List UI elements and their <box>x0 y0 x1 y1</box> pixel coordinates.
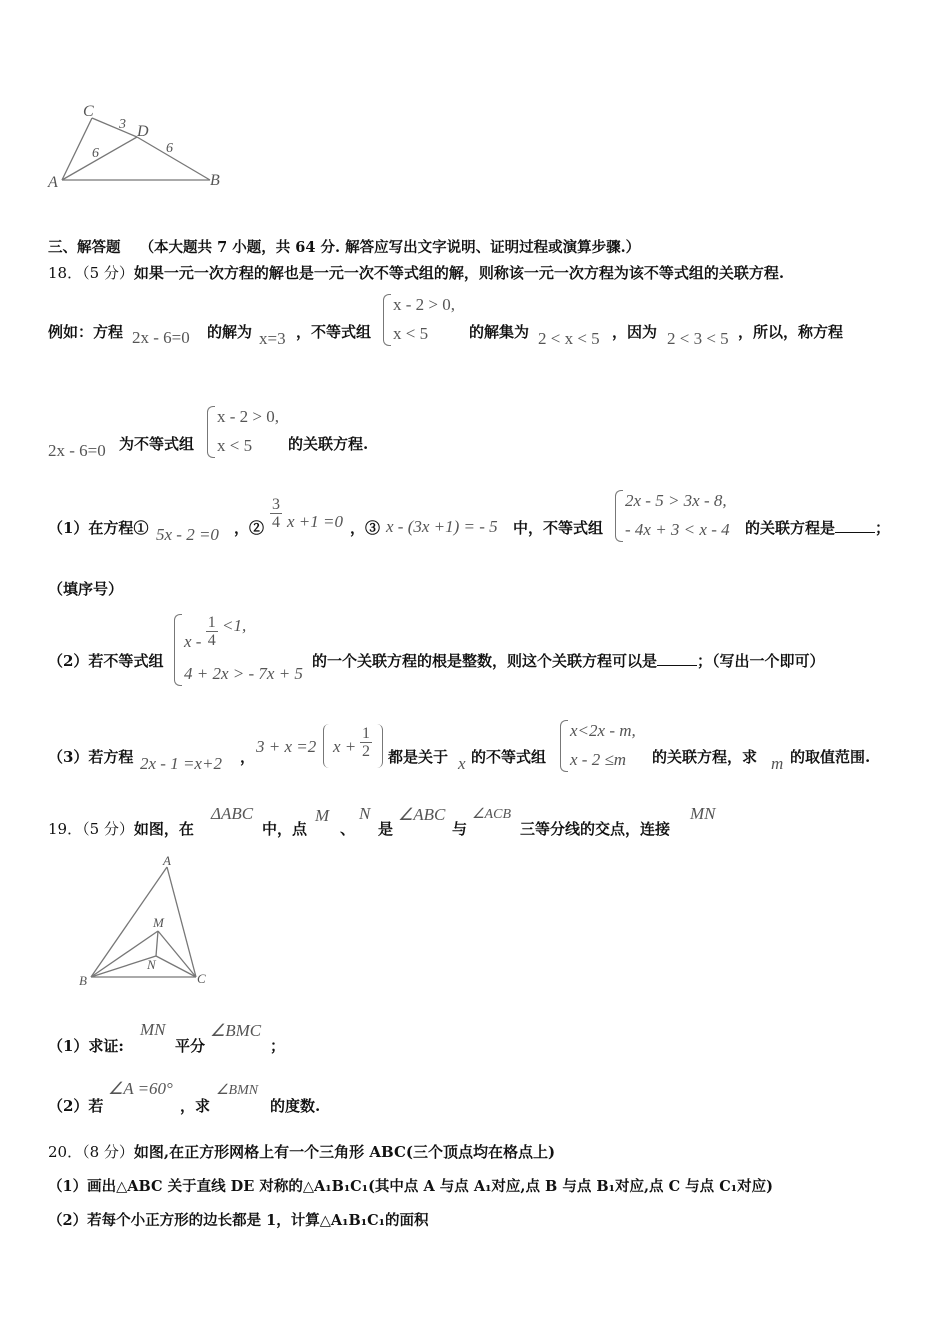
q18-p3-text1: 都是关于 <box>388 748 449 766</box>
triangle-figure-q19 <box>75 855 225 990</box>
q18-p3-var-x: x <box>458 754 466 773</box>
q19-angle-acb: ∠ACB <box>472 807 511 822</box>
seg-cd <box>92 118 137 137</box>
denominator: 4 <box>207 632 216 649</box>
fraction-1-2 <box>360 725 372 760</box>
q18-p3-paren-open <box>323 724 330 768</box>
system-line-1: x - 2 > 0, <box>217 407 279 426</box>
q18-p3-system <box>560 718 660 774</box>
q19-t2: 中，点 <box>262 820 308 838</box>
q18-p2-text <box>312 650 825 671</box>
q18-p1-mid: 中，不等式组 <box>513 519 604 537</box>
q19-mn: MN <box>690 804 716 823</box>
q18-p3-text4: 的取值范围. <box>790 748 871 766</box>
q18-p1-fill-hint: （填序号） <box>48 580 124 598</box>
q18-p3-eq1: 2x - 1 =x+2 <box>140 754 222 773</box>
system-line-1: x<2x - m, <box>570 721 636 740</box>
numerator: 3 <box>272 496 280 513</box>
q18-p2-semicolon: ；（写出一个即可） <box>697 652 825 670</box>
q19-angle-abc: ∠ABC <box>398 805 446 824</box>
numerator: 1 <box>207 614 216 631</box>
label-c: C <box>197 971 206 986</box>
numerator: 1 <box>362 725 370 742</box>
label-a: A <box>163 855 171 868</box>
q18-text-because: ，因为 <box>612 323 658 341</box>
q19-triangle: ΔABC <box>211 804 254 823</box>
q19-header <box>48 818 194 839</box>
label-m: M <box>153 915 164 930</box>
q19-point-n: N <box>359 804 371 823</box>
q18-p1-eq2-tail: x +1 =0 <box>287 512 343 531</box>
label-c: C <box>83 103 94 120</box>
q18-p3-label: （3）若方程 <box>48 748 134 766</box>
p2-line1-b: <1, <box>221 616 247 636</box>
q18-text-so: ，所以，称方程 <box>738 323 844 341</box>
q19-t4: 是 <box>378 820 394 838</box>
q18-number: 18． <box>48 264 83 282</box>
label-n: N <box>147 957 156 972</box>
q18-p2-answer-blank[interactable] <box>657 665 697 666</box>
q18-p2-label: （2）若不等式组 <box>48 652 164 670</box>
label-a: A <box>48 174 58 191</box>
q18-p1-answer-blank[interactable] <box>835 532 875 533</box>
q18-p3-text3: 的关联方程，求 <box>652 748 758 766</box>
label-d: D <box>137 123 149 140</box>
fraction-3-4 <box>270 496 282 531</box>
q18-p1-eq2 <box>270 496 282 531</box>
q18-text-set: 的解集为 <box>469 323 530 341</box>
q19-p1-label: （1）求证: <box>48 1037 124 1055</box>
label-db-length: 6 <box>166 141 173 156</box>
seg-db <box>137 137 210 180</box>
q18-example2-equation: 2x - 6=0 <box>48 441 106 460</box>
q18-example-equation: 2x - 6=0 <box>132 328 190 347</box>
q18-p3-var-m: m <box>771 754 784 773</box>
q18-p1-end-text: 的关联方程是 <box>745 519 836 537</box>
q20-number: 20． <box>48 1143 83 1161</box>
q20-score: （8 分） <box>82 1143 134 1161</box>
system-line-2: x < 5 <box>393 324 429 343</box>
seg-mn <box>156 931 158 956</box>
system-line-2: 4 + 2x > - 7x + 5 <box>184 664 303 683</box>
q18-intro-text: 如果一元一次方程的解也是一元一次不等式组的解，则称该一元一次方程为该不等式组的关联方程. <box>133 264 785 282</box>
q19-p2-angle: ∠BMN <box>216 1083 259 1098</box>
fraction-1-4 <box>206 614 218 649</box>
q19-t5: 与 <box>452 820 468 838</box>
brace <box>615 490 623 542</box>
q18-example-because: 2 < 3 < 5 <box>667 329 729 348</box>
q20-header <box>48 1141 555 1162</box>
label-cd-length: 3 <box>119 117 126 132</box>
q18-p1-sep2: ，③ <box>350 519 381 537</box>
q19-t1: 如图，在 <box>133 820 194 838</box>
q18-text-is: 为不等式组 <box>119 435 195 453</box>
denominator: 2 <box>362 743 370 760</box>
system-line-1: x - 2 > 0, <box>393 295 455 314</box>
q19-p1-semicolon: ； <box>270 1037 286 1055</box>
brace <box>383 294 391 346</box>
q20-p1: （1）画出△ABC 关于直线 DE 对称的△A₁B₁C₁(其中点 A 与点 A₁对应,点 B 与点 B₁对应,点 C 与点 C₁对应) <box>48 1178 773 1195</box>
q19-point-m: M <box>315 806 330 825</box>
q18-p3-text2: 的不等式组 <box>471 748 547 766</box>
q19-p1-mn: MN <box>140 1020 166 1039</box>
q18-example-label: 例如：方程 <box>48 323 124 341</box>
section-title: 三、解答题 <box>48 239 121 256</box>
system-line-2: - 4x + 3 < x - 4 <box>625 520 730 539</box>
q19-p2-label: （2）若 <box>48 1097 104 1115</box>
q18-p3-paren-close <box>376 724 383 768</box>
q19-p1-text: 平分 <box>175 1037 206 1055</box>
system-line-2: x < 5 <box>217 436 253 455</box>
system-line-1 <box>184 614 247 652</box>
section-header <box>48 236 640 257</box>
p2-line1-a: x - <box>184 632 202 652</box>
brace <box>207 406 215 458</box>
triangle-figure-top <box>40 100 240 195</box>
q18-p1-end <box>745 517 890 538</box>
q19-p2-text: ，求 <box>180 1097 211 1115</box>
q19-p1-angle: ∠BMC <box>210 1021 262 1040</box>
q18-p1-system <box>615 488 745 544</box>
q18-p1-eq1: 5x - 2 =0 <box>156 525 219 544</box>
q19-number: 19． <box>48 820 83 838</box>
section-note: （本大题共 7 小题，共 64 分. 解答应写出文字说明、证明过程或演算步骤.） <box>139 239 641 256</box>
q18-p1-label: （1）在方程① <box>48 519 149 537</box>
seg-ac <box>167 867 196 977</box>
q20-p2: （2）若每个小正方形的边长都是 1，计算△A₁B₁C₁的面积 <box>48 1212 429 1229</box>
q19-p2-end: 的度数. <box>270 1097 321 1115</box>
system-line-1: 2x - 5 > 3x - 8, <box>625 491 727 510</box>
label-ad-length: 6 <box>92 146 99 161</box>
q18-text-assoc: 的关联方程. <box>288 435 369 453</box>
q18-p3-comma: ， <box>240 748 256 766</box>
q18-example-solution: x=3 <box>259 329 286 348</box>
denominator: 4 <box>272 514 280 531</box>
brace <box>560 720 568 772</box>
label-b: B <box>210 172 220 189</box>
q19-score: （5 分） <box>82 820 134 838</box>
q18-p1-eq3: x - (3x +1) = - 5 <box>386 517 498 536</box>
q18-text-solution: 的解为 <box>207 323 253 341</box>
q18-example2-system <box>207 404 297 460</box>
brace <box>174 614 182 686</box>
q18-example-set: 2 < x < 5 <box>538 329 600 348</box>
seg-cn <box>156 956 196 977</box>
q18-p3-eq2-a: 3 + x =2 <box>256 737 317 756</box>
q18-p3-eq2-b: x + <box>333 737 357 756</box>
q19-t6: 三等分线的交点，连接 <box>520 820 671 838</box>
q18-score: （5 分） <box>82 264 134 282</box>
q19-t3: 、 <box>340 820 356 838</box>
q18-p1-sep1: ，② <box>234 519 265 537</box>
q18-p1-semicolon: ； <box>875 519 891 537</box>
q18-p2-body: 的一个关联方程的根是整数，则这个关联方程可以是 <box>312 652 658 670</box>
seg-ad <box>62 137 137 180</box>
q18-intro <box>48 262 784 283</box>
q20-intro: 如图,在正方形网格上有一个三角形 ABC(三个顶点均在格点上) <box>133 1143 556 1161</box>
q19-p2-cond: ∠A =60° <box>108 1079 173 1098</box>
q18-p3-frac-wrap <box>360 725 372 760</box>
q18-example-system <box>383 292 473 348</box>
q18-p2-system <box>174 612 314 688</box>
label-b: B <box>79 973 87 988</box>
system-line-2: x - 2 ≤m <box>570 750 627 769</box>
q18-text-ineq: ，不等式组 <box>296 323 372 341</box>
